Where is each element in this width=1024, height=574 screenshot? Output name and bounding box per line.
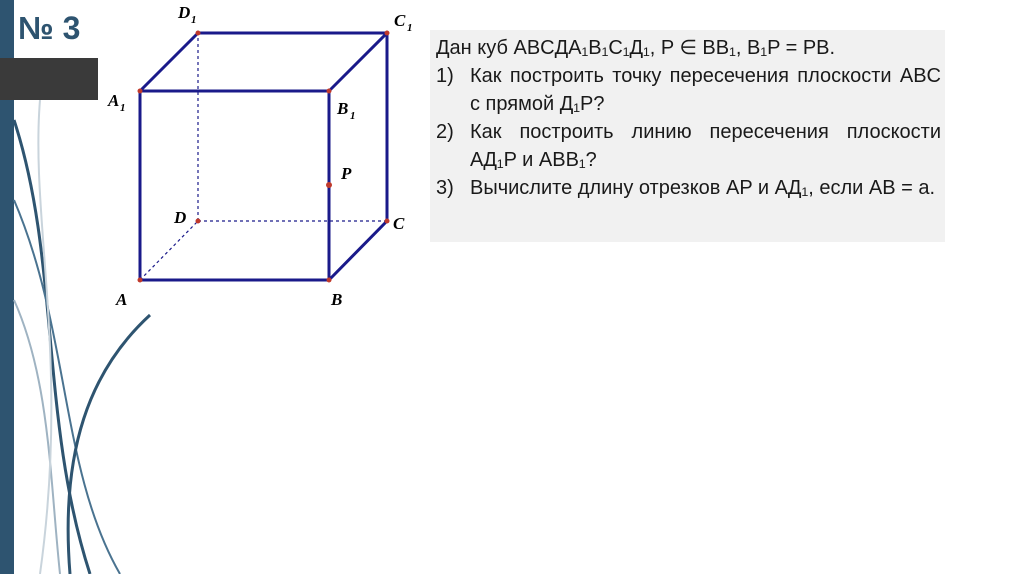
item-text: Как построить линию пересечения плоскости AД₁P и ABB₁? [470, 121, 941, 171]
vertex-D1 [196, 31, 201, 36]
item-number: 2) [436, 121, 454, 143]
edge-B1C1 [329, 33, 387, 91]
problem-item-3 [436, 174, 941, 202]
label-C: C [393, 214, 405, 233]
label-B1-sub: 1 [350, 110, 356, 122]
edge-AD [140, 221, 198, 280]
label-B1: B [337, 99, 349, 118]
label-D1: D [178, 3, 191, 22]
label-A1-sub: 1 [120, 102, 126, 114]
problem-item-2 [436, 118, 941, 174]
label-D1-sub: 1 [191, 14, 197, 26]
item-text: Вычислите длину отрезков AP и AД₁, если AB = a. [470, 177, 935, 199]
label-B: B [331, 290, 343, 309]
cube-figure [100, 0, 430, 320]
problem-statement: Дан куб ABCДA₁B₁C₁Д₁, P ∈ BB₁, B₁P = PB. [436, 37, 836, 59]
label-C1-sub: 1 [407, 22, 413, 34]
label-A1: A [108, 91, 120, 110]
vertex-A1 [138, 89, 143, 94]
problem-text-box [430, 30, 945, 242]
edge-BC [329, 221, 387, 280]
vertex-C [385, 219, 390, 224]
vertex-A [138, 278, 143, 283]
label-D: D [174, 208, 187, 227]
item-number: 3) [436, 177, 454, 199]
vertex-B1 [327, 89, 332, 94]
point-P [326, 182, 332, 188]
vertex-D [196, 219, 201, 224]
slide-number: № 3 [18, 10, 81, 46]
vertex-B [327, 278, 332, 283]
label-P: P [341, 164, 352, 183]
vertex-C1 [385, 31, 390, 36]
item-text: Как построить точку пересечения плоскости ABC с прямой Д₁P? [470, 65, 941, 115]
title-bar-block [0, 58, 98, 100]
problem-item-1 [436, 62, 941, 118]
item-number: 1) [436, 65, 454, 87]
label-C1: C [394, 11, 406, 30]
edge-A1D1 [140, 33, 198, 91]
label-A: A [116, 290, 128, 309]
